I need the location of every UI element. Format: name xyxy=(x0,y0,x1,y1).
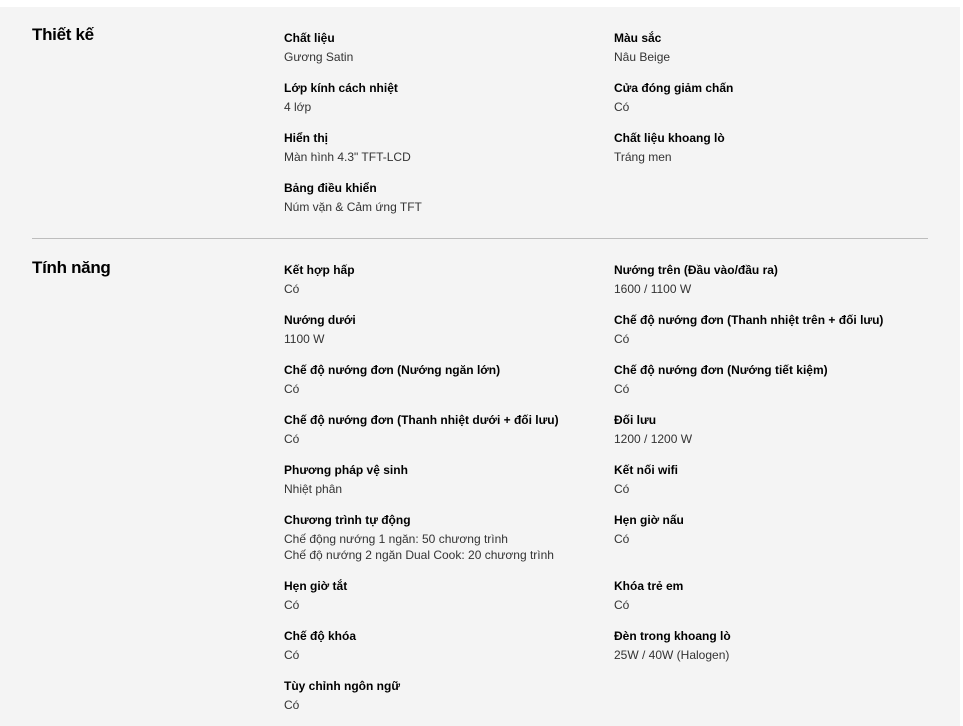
features-section-title: Tính năng xyxy=(32,258,111,277)
spec-item xyxy=(284,678,604,713)
spec-item xyxy=(614,80,934,115)
spec-label: Khóa trẻ em xyxy=(614,579,684,593)
spec-label: Hiển thị xyxy=(284,131,328,145)
spec-label: Phương pháp vệ sinh xyxy=(284,463,408,477)
spec-value: Có xyxy=(284,282,300,296)
spec-label: Chương trình tự động xyxy=(284,513,411,527)
spec-value-line: Chế động nướng 1 ngăn: 50 chương trình xyxy=(284,532,508,546)
spec-label: Đèn trong khoang lò xyxy=(614,629,731,643)
spec-item xyxy=(614,312,934,347)
spec-item xyxy=(284,30,604,65)
spec-label: Chế độ nướng đơn (Thanh nhiệt dưới + đối lưu) xyxy=(284,413,559,427)
spec-item xyxy=(614,412,934,447)
spec-label: Hẹn giờ tắt xyxy=(284,579,348,593)
design-section-title: Thiết kế xyxy=(32,25,94,44)
spec-label: Chế độ nướng đơn (Nướng ngăn lớn) xyxy=(284,363,501,377)
spec-item xyxy=(284,628,604,663)
spec-value: Có xyxy=(284,648,300,662)
spec-item xyxy=(614,512,934,547)
spec-label: Cửa đóng giảm chấn xyxy=(614,81,734,95)
spec-value: Gương Satin xyxy=(284,50,354,64)
spec-value: Có xyxy=(284,432,300,446)
spec-item xyxy=(284,578,604,613)
spec-label: Chất liệu khoang lò xyxy=(614,131,725,145)
spec-value: Có xyxy=(284,698,300,712)
spec-item xyxy=(614,578,934,613)
spec-item xyxy=(284,262,604,297)
spec-item xyxy=(284,312,604,347)
spec-item xyxy=(614,628,934,663)
spec-value: 1200 / 1200 W xyxy=(614,432,693,446)
spec-item xyxy=(614,130,934,165)
spec-label: Kết nối wifi xyxy=(614,463,678,477)
spec-value: Tráng men xyxy=(614,150,672,164)
spec-value: Có xyxy=(614,598,630,612)
spec-value: Có xyxy=(614,482,630,496)
spec-item xyxy=(614,362,934,397)
spec-item xyxy=(284,80,604,115)
spec-label: Hẹn giờ nấu xyxy=(614,513,684,527)
spec-value: 25W / 40W (Halogen) xyxy=(614,648,730,662)
spec-item xyxy=(284,362,604,397)
spec-value: Có xyxy=(614,332,630,346)
spec-label: Chế độ nướng đơn (Thanh nhiệt trên + đối lưu) xyxy=(614,313,884,327)
spec-label: Tùy chỉnh ngôn ngữ xyxy=(284,679,401,693)
spec-value: Có xyxy=(614,100,630,114)
spec-item xyxy=(614,262,934,297)
spec-value: Nhiệt phân xyxy=(284,482,343,496)
spec-item xyxy=(284,180,604,215)
spec-label: Chất liệu xyxy=(284,31,335,45)
spec-label: Chế độ nướng đơn (Nướng tiết kiệm) xyxy=(614,363,828,377)
spec-value-line: Chế độ nướng 2 ngăn Dual Cook: 20 chương trình xyxy=(284,548,554,562)
spec-label: Bảng điều khiển xyxy=(284,181,377,195)
spec-label: Chế độ khóa xyxy=(284,629,357,643)
spec-value: Núm vặn & Cảm ứng TFT xyxy=(284,200,422,214)
spec-label: Màu sắc xyxy=(614,31,662,45)
spec-item xyxy=(284,462,604,497)
spec-panel xyxy=(0,7,960,726)
spec-label: Lớp kính cách nhiệt xyxy=(284,81,398,95)
spec-label: Đối lưu xyxy=(614,413,657,427)
spec-value: Màn hình 4.3" TFT-LCD xyxy=(284,150,411,164)
spec-value xyxy=(284,531,604,563)
spec-value: 1100 W xyxy=(284,332,325,346)
spec-item xyxy=(614,462,934,497)
spec-item xyxy=(284,512,604,563)
spec-label: Nướng trên (Đầu vào/đầu ra) xyxy=(614,263,778,277)
section-divider xyxy=(32,238,928,239)
spec-value: 1600 / 1100 W xyxy=(614,282,692,296)
spec-value: Nâu Beige xyxy=(614,50,671,64)
spec-item xyxy=(614,30,934,65)
spec-value: Có xyxy=(284,598,300,612)
spec-label: Nướng dưới xyxy=(284,313,356,327)
spec-value: 4 lớp xyxy=(284,100,312,114)
spec-value: Có xyxy=(614,382,630,396)
spec-item xyxy=(284,412,604,447)
spec-label: Kết hợp hấp xyxy=(284,263,355,277)
spec-value: Có xyxy=(614,532,630,546)
spec-value: Có xyxy=(284,382,300,396)
spec-item xyxy=(284,130,604,165)
